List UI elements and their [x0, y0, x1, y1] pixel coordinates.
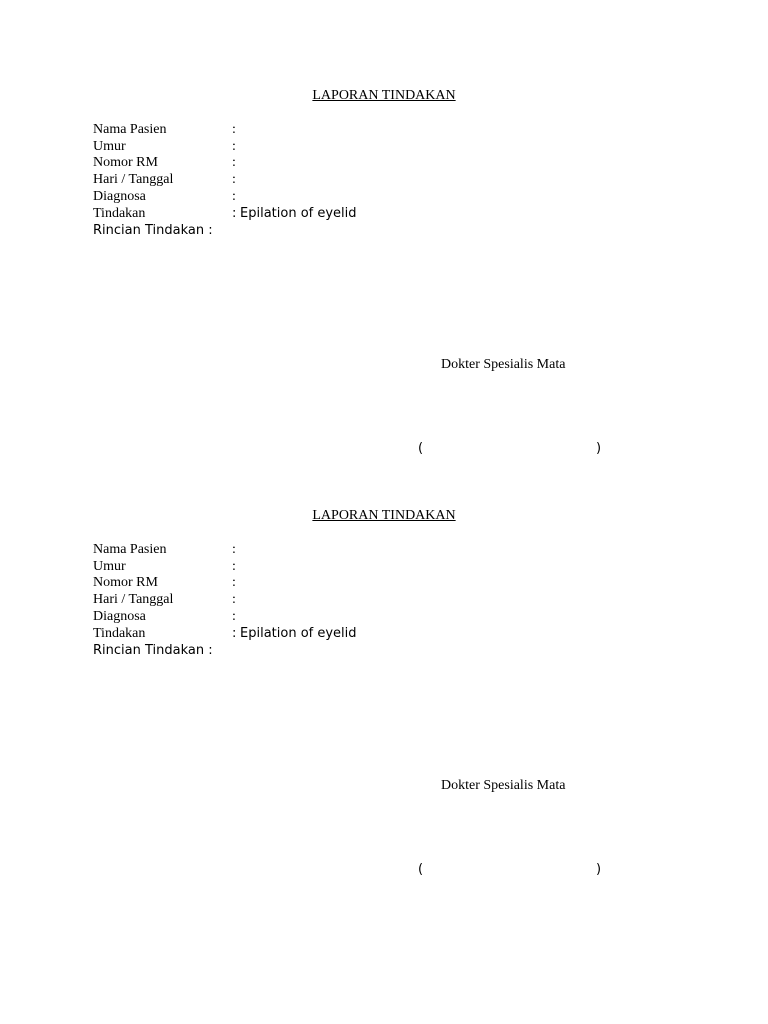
field-colon: : — [232, 189, 236, 204]
field-label: Nama Pasien — [93, 122, 167, 137]
field-label: Diagnosa — [93, 609, 146, 624]
doctor-signature-label: Dokter Spesialis Mata — [441, 778, 566, 793]
field-colon: : — [232, 139, 236, 154]
field-label: Hari / Tanggal — [93, 172, 174, 187]
field-colon: : — [232, 172, 236, 187]
field-label: Nomor RM — [93, 155, 158, 170]
rincian-tindakan-label: Rincian Tindakan : — [93, 223, 213, 238]
field-label: Diagnosa — [93, 189, 146, 204]
field-colon: : — [232, 542, 236, 557]
field-label: Hari / Tanggal — [93, 592, 174, 607]
field-label: Umur — [93, 139, 126, 154]
signature-close-paren: ) — [596, 862, 602, 877]
report-title: LAPORAN TINDAKAN — [312, 88, 456, 103]
field-label: Tindakan — [93, 206, 146, 221]
field-colon: : — [232, 206, 237, 221]
field-colon: : — [232, 626, 237, 641]
signature-open-paren: ( — [418, 441, 424, 456]
report-title: LAPORAN TINDAKAN — [312, 508, 456, 523]
doctor-signature-label: Dokter Spesialis Mata — [441, 357, 566, 372]
field-colon: : — [232, 559, 236, 574]
report-1 — [0, 88, 768, 508]
field-value: Epilation of eyelid — [240, 626, 357, 641]
field-value: Epilation of eyelid — [240, 206, 357, 221]
field-colon: : — [232, 122, 236, 137]
field-colon: : — [232, 575, 236, 590]
signature-close-paren: ) — [596, 441, 602, 456]
field-colon: : — [232, 155, 236, 170]
rincian-tindakan-label: Rincian Tindakan : — [93, 643, 213, 658]
field-colon: : — [232, 592, 236, 607]
field-label: Nomor RM — [93, 575, 158, 590]
field-label: Tindakan — [93, 626, 146, 641]
signature-open-paren: ( — [418, 862, 424, 877]
report-2 — [0, 508, 768, 928]
field-label: Umur — [93, 559, 126, 574]
field-colon: : — [232, 609, 236, 624]
field-label: Nama Pasien — [93, 542, 167, 557]
